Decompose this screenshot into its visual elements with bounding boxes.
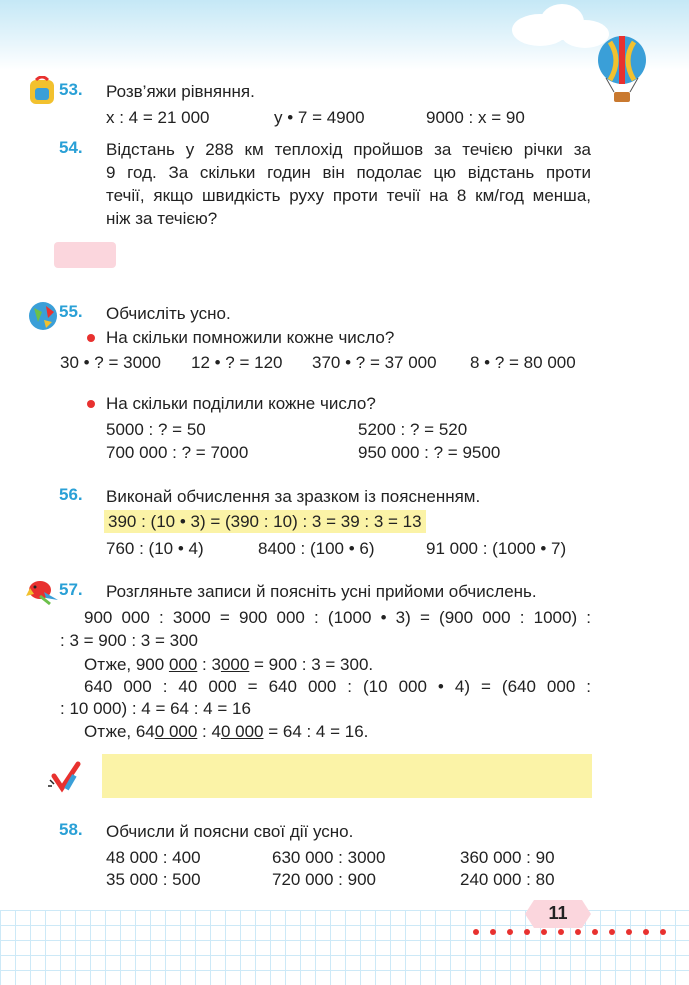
- text-part: : 3: [197, 655, 221, 674]
- globe-puzzle-icon: [26, 300, 60, 332]
- task-55-question-1: На скільки помножили кожне число?: [106, 328, 395, 347]
- task-58-col1-1: 48 000 : 400: [106, 848, 201, 867]
- task-54-line-3: течії, якщо швидкість руху проти течії на 8 км/год менша,: [106, 186, 591, 205]
- underlined-zeros: 000: [220, 655, 250, 674]
- task-53-number: 53.: [59, 80, 83, 99]
- task-55-row-1-item-4: 8 • ? = 80 000: [470, 353, 576, 372]
- task-55-row-1-item-1: 30 • ? = 3000: [60, 353, 161, 372]
- text-part: = 64 : 4 = 16.: [263, 722, 369, 741]
- task-58-col3-1: 360 000 : 90: [460, 848, 555, 867]
- task-57-line-5: : 10 000) : 4 = 64 : 4 = 16: [60, 699, 251, 718]
- task-58-col1-2: 35 000 : 500: [106, 870, 201, 889]
- task-56-sample: 390 : (10 • 3) = (390 : 10) : 3 = 39 : 3 = 13: [104, 510, 426, 533]
- task-58-prompt: Обчисли й поясни свої дії усно.: [106, 822, 354, 841]
- hot-air-balloon-icon: [592, 34, 652, 110]
- task-56-number: 56.: [59, 485, 83, 504]
- task-55-right-2: 950 000 : ? = 9500: [358, 443, 501, 462]
- rule-box: [102, 754, 592, 798]
- checkmark-pencil-icon: [48, 760, 82, 794]
- task-57-number: 57.: [59, 580, 83, 599]
- underlined-zeros: 0 000: [154, 722, 198, 741]
- page-number: 11: [548, 903, 568, 923]
- task-56-prompt: Виконай обчислення за зразком із поясненням.: [106, 487, 481, 506]
- task-56-example-2: 8400 : (100 • 6): [258, 539, 375, 558]
- underlined-zeros: 000: [168, 655, 198, 674]
- task-55-left-1: 5000 : ? = 50: [106, 420, 206, 439]
- bullet-icon: [87, 334, 95, 342]
- task-55-left-2: 700 000 : ? = 7000: [106, 443, 249, 462]
- dots-decoration: [470, 928, 670, 936]
- task-55-right-1: 5200 : ? = 520: [358, 420, 468, 439]
- task-58-number: 58.: [59, 820, 83, 839]
- section-badge: [54, 242, 116, 268]
- task-57-line-1: 900 000 : 3000 = 900 000 : (1000 • 3) = (900 000 : 1000) :: [84, 608, 591, 627]
- task-55-question-2: На скільки поділили кожне число?: [106, 394, 376, 413]
- underlined-zeros: 0 000: [220, 722, 264, 741]
- task-58-col2-1: 630 000 : 3000: [272, 848, 386, 867]
- task-58-col3-2: 240 000 : 80: [460, 870, 555, 889]
- parrot-icon: [26, 576, 60, 606]
- task-57-line-2: : 3 = 900 : 3 = 300: [60, 631, 199, 650]
- text-part: Отже, 64: [84, 722, 155, 741]
- text-part: Отже, 900: [84, 655, 169, 674]
- task-53-equation-1: x : 4 = 21 000: [106, 108, 210, 127]
- task-57-line-3: [84, 653, 373, 676]
- task-56-example-3: 91 000 : (1000 • 7): [426, 539, 567, 558]
- task-56-example-1: 760 : (10 • 4): [106, 539, 204, 558]
- text-part: = 900 : 3 = 300.: [249, 655, 374, 674]
- task-57-prompt: Розгляньте записи й поясніть усні прийоми обчислень.: [106, 582, 537, 601]
- task-55-number: 55.: [59, 302, 83, 321]
- backpack-icon: [26, 76, 58, 106]
- task-55-row-1-item-3: 370 • ? = 37 000: [312, 353, 437, 372]
- task-53-equation-2: y • 7 = 4900: [274, 108, 365, 127]
- bullet-icon: [87, 400, 95, 408]
- task-55-row-1-item-2: 12 • ? = 120: [191, 353, 283, 372]
- task-54-line-4: ніж за течією?: [106, 209, 218, 228]
- text-part: : 4: [197, 722, 221, 741]
- task-55-prompt: Обчисліть усно.: [106, 304, 231, 323]
- task-54-line-2: 9 год. За скільки годин він подолає цю відстань проти: [106, 163, 591, 182]
- task-54-line-1: Відстань у 288 км теплохід пройшов за течією річки за: [106, 140, 591, 159]
- task-57-line-6: [84, 720, 368, 743]
- task-53-equation-3: 9000 : x = 90: [426, 108, 525, 127]
- page-number-badge: [524, 899, 592, 929]
- task-54-number: 54.: [59, 138, 83, 157]
- task-53-prompt: Розв’яжи рівняння.: [106, 82, 255, 101]
- task-58-col2-2: 720 000 : 900: [272, 870, 376, 889]
- task-57-line-4: 640 000 : 40 000 = 640 000 : (10 000 • 4) = (640 000 :: [84, 677, 591, 696]
